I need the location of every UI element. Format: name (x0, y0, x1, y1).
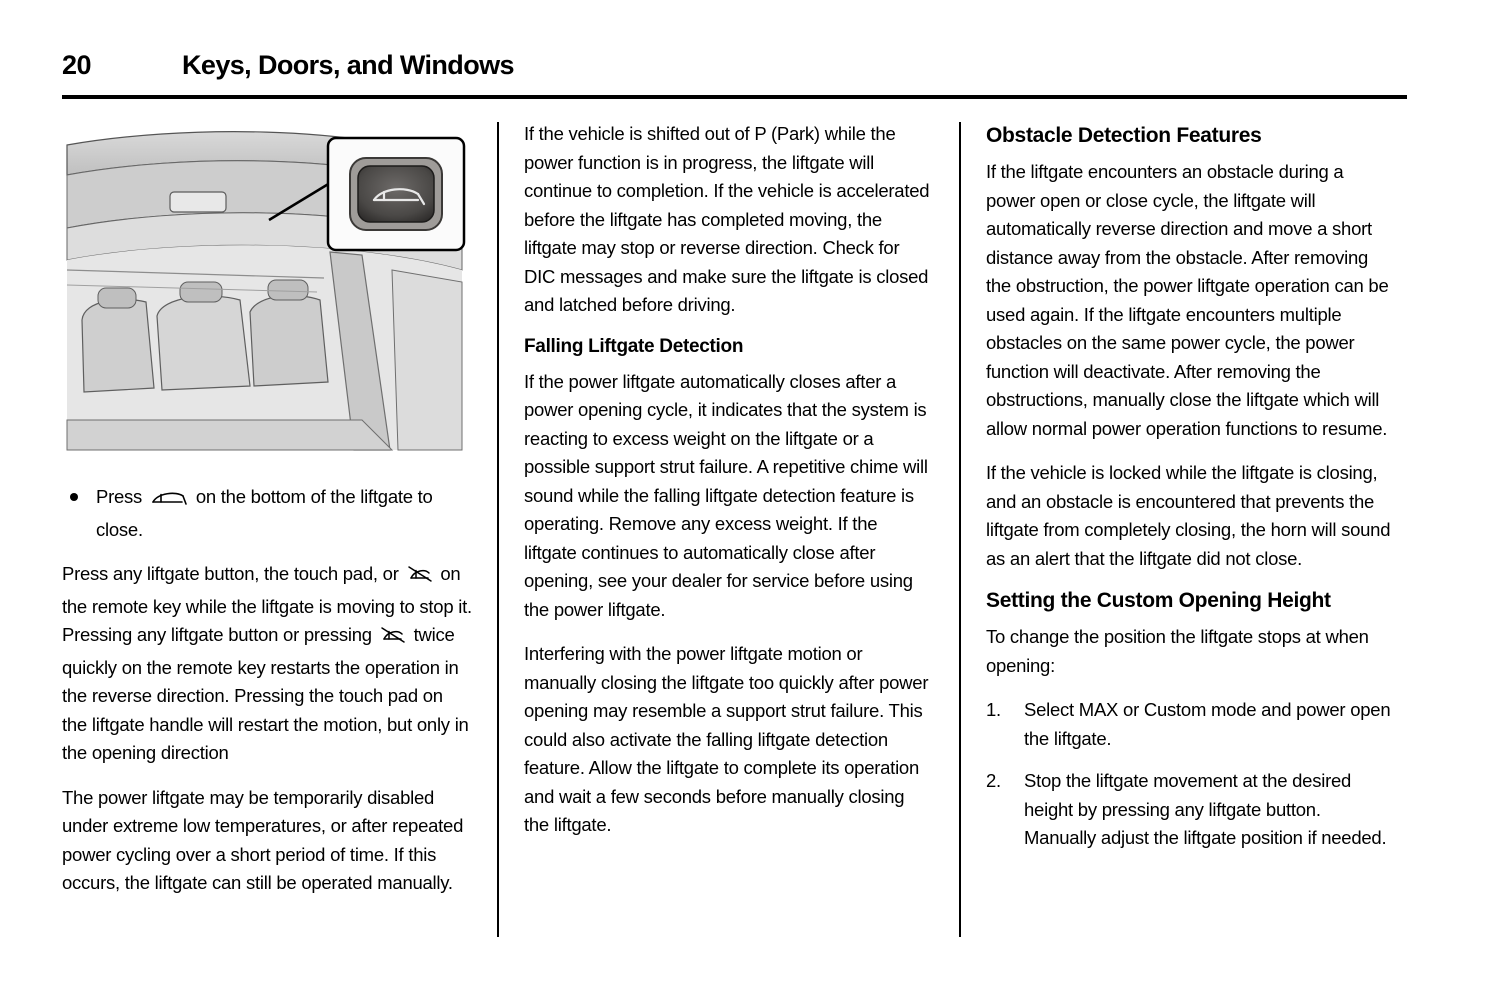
step-number: 1. (986, 699, 1001, 720)
list-item (986, 696, 1396, 753)
bullet-text-after: on the bottom of the liftgate to close. (96, 486, 433, 540)
chapter-title: Keys, Doors, and Windows (182, 50, 514, 80)
paragraph-falling-detection-1: If the power liftgate automatically closes after a power opening cycle, it indicates that the system is reacting to excess weight on the liftgate or a possible support strut failure. A repetitive chime will sound while the falling liftgate detection feature is operating. Remove any excess weight. If the liftgate continues to automatically close after opening, see your dealer for service before using the power liftgate. (524, 370, 928, 620)
column-one (62, 120, 472, 940)
page-columns (62, 120, 1407, 940)
bullet-text-before: Press (96, 486, 143, 507)
paragraph-falling-detection-2: Interfering with the power liftgate motion or manually closing the liftgate too quickly after power opening may resemble a support strut failure. This could also activate the falling liftgate detection feature. Allow the liftgate to complete its operation and wait a few seconds before manually closing the liftgate. (524, 643, 929, 835)
heading-falling-liftgate-detection: Falling Liftgate Detection (524, 335, 744, 357)
page-header (62, 50, 1407, 81)
step-text: Select MAX or Custom mode and power open the liftgate. (1024, 699, 1391, 749)
liftgate-close-icon (150, 487, 188, 516)
paragraph-stop-restart (62, 560, 472, 768)
paragraph-temporarily-disabled: The power liftgate may be temporarily disabled under extreme low temperatures, or after repeated power cycling over a short period of time. If this occurs, the liftgate can still be operated manually. (62, 786, 464, 893)
list-item (62, 483, 472, 544)
column-two (524, 120, 934, 940)
paragraph-obstacle-2: If the vehicle is locked while the liftgate is closing, and an obstacle is encountered that prevents the liftgate from completely closing, the horn will sound as an alert that the liftgate did not close. (986, 462, 1391, 569)
column-three (986, 120, 1396, 940)
custom-height-steps (986, 696, 1396, 853)
para-text-b: on the remote key while the liftgate is moving to stop it. Pressing any liftgate button or pressing (62, 563, 472, 645)
liftgate-illustration-svg (62, 120, 472, 465)
remote-liftgate-icon-2 (380, 625, 406, 654)
column-divider-1 (497, 122, 499, 937)
liftgate-illustration (62, 120, 472, 465)
paragraph-shift-out-of-park: If the vehicle is shifted out of P (Park) while the power function is in progress, the liftgate will continue to completion. If the vehicle is accelerated before the liftgate has completed moving, the liftgate may stop or reverse direction. Check for DIC messages and make sure the liftgate is closed and latched before driving. (524, 123, 930, 315)
paragraph-custom-height-intro: To change the position the liftgate stops at when opening: (986, 626, 1369, 676)
column-gap-2 (934, 120, 986, 940)
column-gap-1 (472, 120, 524, 940)
list-item (986, 767, 1396, 853)
heading-obstacle-detection-features: Obstacle Detection Features (986, 124, 1262, 147)
para-text-c: twice quickly on the remote key restarts the operation in the reverse direction. Pressing the touch pad on the liftgate handle will restart the motion, but only in the opening direction (62, 624, 469, 763)
step-number: 2. (986, 770, 1001, 791)
heading-setting-custom-opening-height: Setting the Custom Opening Height (986, 589, 1331, 612)
page-number: 20 (62, 50, 92, 80)
press-bullet-list (62, 483, 472, 544)
para-text-a: Press any liftgate button, the touch pad, or (62, 563, 399, 584)
column-divider-2 (959, 122, 961, 937)
step-text: Stop the liftgate movement at the desired height by pressing any liftgate button. Manually adjust the liftgate position if needed. (1024, 770, 1387, 848)
header-divider (62, 95, 1407, 99)
paragraph-obstacle-1: If the liftgate encounters an obstacle during a power open or close cycle, the liftgate will automatically reverse direction and move a short distance away from the obstacle. After removing the obstruction, the power liftgate operation can be used again. If the liftgate encounters multiple obstacles on the same power cycle, the power function will deactivate. After removing the obstructions, manually close the liftgate which will allow normal power operation functions to resume. (986, 161, 1389, 439)
remote-liftgate-icon (407, 564, 433, 593)
